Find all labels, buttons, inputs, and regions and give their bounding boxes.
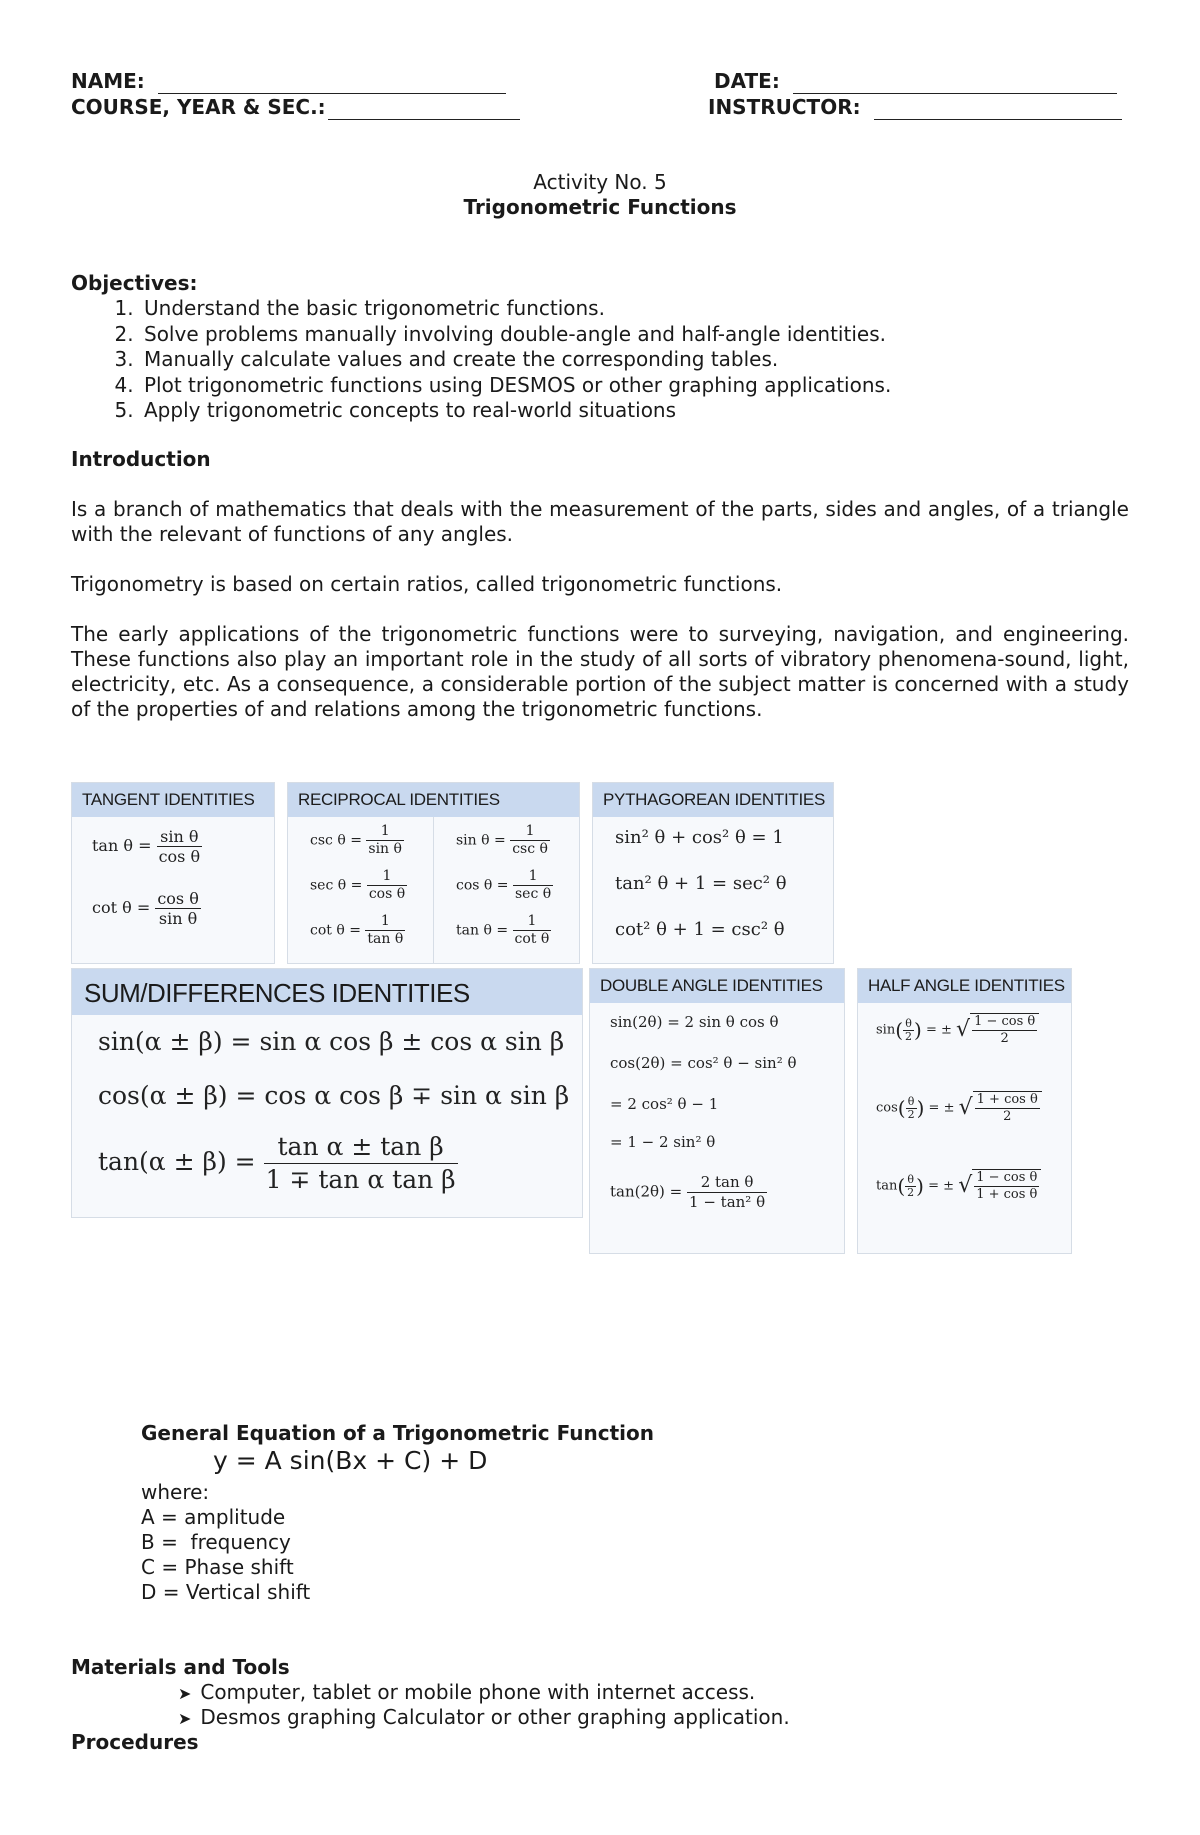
activity-title: Trigonometric Functions [463, 195, 737, 219]
intro-paragraph-3: The early applications of the trigonometric functions were to surveying, navigation, and engineering. These functions also play an important role in the study of all sorts of vibratory phenomena-sound, light, electricity, etc. As a consequence, a considerable portion of the subject matter is concerned with a study of the properties of and relations among the trigonometric functions. [71, 622, 1129, 721]
sin-half-identity: sin( $\frac{\theta}{2}$ ) = ± √ $\frac{\text{1 − cos θ}}{2}$ [876, 1013, 1039, 1047]
panel-title: TANGENT IDENTITIES [72, 783, 274, 817]
pythagorean-identities-panel [592, 782, 834, 964]
reciprocal-identities-panel [287, 782, 580, 964]
course-label: COURSE, YEAR & SEC.: [71, 95, 326, 119]
sin-sum-identity: sin(α ± β) = sin α cos β ± cos α sin β [98, 1027, 565, 1056]
date-blank [793, 73, 1117, 94]
sin-double-identity: sin(2θ) = 2 sin θ cos θ [610, 1013, 779, 1031]
objective-item: 3. Manually calculate values and create the corresponding tables. [140, 347, 891, 373]
activity-number: Activity No. 5 [533, 170, 667, 194]
objective-item: 2. Solve problems manually involving double-angle and half-angle identities. [140, 322, 891, 348]
chevron-right-icon: ➤ [178, 1684, 192, 1703]
material-item: ➤ Desmos graphing Calculator or other graphing application. [178, 1705, 790, 1729]
tan-reciprocal-identity: tan θ = $\frac{1}{\text{cot θ}}$ [456, 913, 550, 947]
tan-identity: tan θ = $\frac{\text{sin θ}}{\text{cos θ}}$ [92, 827, 201, 866]
general-equation: y = A sin(Bx + C) + D [213, 1446, 488, 1475]
pythagorean-eq-2: tan² θ + 1 = sec² θ [615, 873, 787, 894]
instructor-blank [874, 99, 1122, 120]
name-blank [158, 73, 506, 94]
objective-item: 4. Plot trigonometric functions using DESMOS or other graphing applications. [140, 373, 891, 399]
pythagorean-eq-3: cot² θ + 1 = csc² θ [615, 919, 785, 940]
panel-title: SUM/DIFFERENCES IDENTITIES [72, 969, 582, 1015]
sin-reciprocal-identity: sin θ = $\frac{1}{\text{csc θ}}$ [456, 823, 548, 857]
course-field [71, 95, 520, 120]
cos-double-alt-1: = 2 cos² θ − 1 [610, 1095, 719, 1113]
double-angle-identities-panel [589, 968, 845, 1254]
objectives-list [102, 296, 891, 424]
pythagorean-eq-1: sin² θ + cos² θ = 1 [615, 827, 784, 848]
cos-reciprocal-identity: cos θ = $\frac{1}{\text{sec θ}}$ [456, 868, 552, 902]
cos-half-identity: cos( $\frac{\theta}{2}$ ) = ± √ $\frac{\text{1 + cos θ}}{2}$ [876, 1091, 1042, 1125]
definition-b: B = frequency [141, 1530, 291, 1554]
general-equation-heading: General Equation of a Trigonometric Function [141, 1421, 654, 1445]
tan-sum-identity: tan(α ± β) = $\frac{\text{tan α ± tan β}}{\text{1 ∓ tan α tan β}}$ [98, 1132, 456, 1194]
panel-title: RECIPROCAL IDENTITIES [288, 783, 579, 817]
where-label: where: [141, 1480, 210, 1504]
chevron-right-icon: ➤ [178, 1709, 192, 1728]
instructor-label: INSTRUCTOR: [708, 95, 861, 119]
panel-title: PYTHAGOREAN IDENTITIES [593, 783, 833, 817]
material-item: ➤ Computer, tablet or mobile phone with internet access. [178, 1680, 756, 1704]
half-angle-identities-panel [857, 968, 1072, 1254]
sum-difference-identities-panel [71, 968, 583, 1218]
tangent-identities-panel [71, 782, 275, 964]
cos-double-alt-2: = 1 − 2 sin² θ [610, 1133, 716, 1151]
materials-heading: Materials and Tools [71, 1655, 290, 1679]
date-label: DATE: [714, 69, 780, 93]
column-divider [433, 817, 434, 963]
instructor-field [708, 95, 1122, 120]
objective-item: 1. Understand the basic trigonometric functions. [140, 296, 891, 322]
tan-half-identity: tan( $\frac{\theta}{2}$ ) = ± √ $\frac{\text{1 − cos θ}}{\text{1 + cos θ}}$ [876, 1169, 1041, 1203]
intro-paragraph-2: Trigonometry is based on certain ratios, called trigonometric functions. [71, 572, 783, 596]
definition-c: C = Phase shift [141, 1555, 294, 1579]
name-label: NAME: [71, 69, 145, 93]
name-field [71, 69, 506, 94]
cot-reciprocal-identity: cot θ = $\frac{1}{\text{tan θ}}$ [310, 913, 404, 947]
cot-identity: cot θ = $\frac{\text{cos θ}}{\text{sin θ}}$ [92, 889, 199, 928]
panel-title: HALF ANGLE IDENTITIES [858, 969, 1071, 1003]
tan-double-identity: tan(2θ) = $\frac{\text{2 tan θ}}{\text{1 − tan² θ}}$ [610, 1173, 766, 1211]
objective-item: 5. Apply trigonometric concepts to real-world situations [140, 398, 891, 424]
cos-sum-identity: cos(α ± β) = cos α cos β ∓ sin α sin β [98, 1081, 570, 1110]
objectives-heading: Objectives: [71, 271, 198, 295]
cos-double-identity: cos(2θ) = cos² θ − sin² θ [610, 1054, 797, 1072]
procedures-heading: Procedures [71, 1730, 199, 1754]
introduction-heading: Introduction [71, 447, 211, 471]
date-field [714, 69, 1117, 94]
intro-paragraph-1: Is a branch of mathematics that deals with the measurement of the parts, sides and angles, of a triangle with the relevant of functions of any angles. [71, 497, 1129, 546]
panel-title: DOUBLE ANGLE IDENTITIES [590, 969, 844, 1003]
definition-a: A = amplitude [141, 1505, 286, 1529]
sec-identity: sec θ = $\frac{1}{\text{cos θ}}$ [310, 868, 406, 902]
course-blank [328, 99, 520, 120]
definition-d: D = Vertical shift [141, 1580, 311, 1604]
csc-identity: csc θ = $\frac{1}{\text{sin θ}}$ [310, 823, 402, 857]
